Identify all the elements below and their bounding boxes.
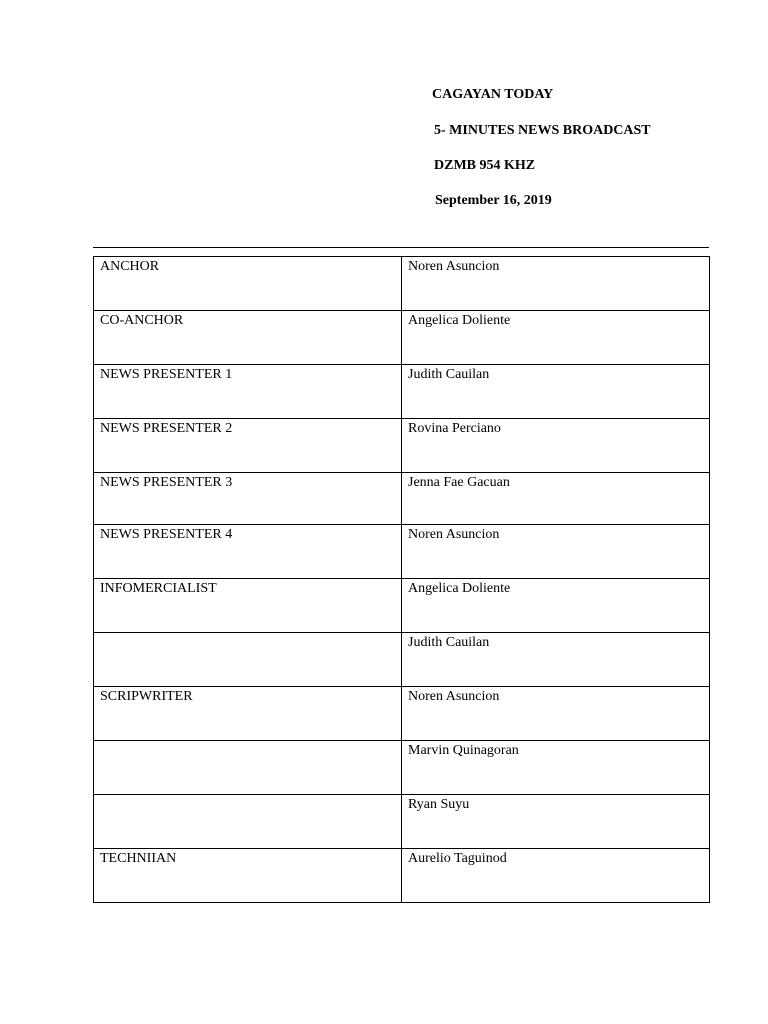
role-cell: NEWS PRESENTER 2: [94, 419, 402, 473]
table-row: [94, 257, 710, 311]
role-cell: NEWS PRESENTER 3: [94, 473, 402, 525]
role-cell: [94, 633, 402, 687]
role-cell: [94, 795, 402, 849]
name-cell: Noren Asuncion: [402, 525, 710, 579]
role-cell: ANCHOR: [94, 257, 402, 311]
name-cell: Rovina Perciano: [402, 419, 710, 473]
name-cell: Ryan Suyu: [402, 795, 710, 849]
role-cell: CO-ANCHOR: [94, 311, 402, 365]
table-row: [94, 311, 710, 365]
table-row: [94, 525, 710, 579]
station-frequency: DZMB 954 KHZ: [434, 158, 536, 173]
document-title: CAGAYAN TODAY: [432, 87, 554, 102]
name-cell: Noren Asuncion: [402, 687, 710, 741]
role-cell: TECHNIIAN: [94, 849, 402, 903]
role-cell: INFOMERCIALIST: [94, 579, 402, 633]
header-divider: [93, 247, 709, 248]
table-row: [94, 419, 710, 473]
name-cell: Angelica Doliente: [402, 579, 710, 633]
name-cell: Noren Asuncion: [402, 257, 710, 311]
roster-table: [93, 256, 710, 903]
broadcast-subtitle: 5- MINUTES NEWS BROADCAST: [434, 123, 651, 138]
role-cell: NEWS PRESENTER 4: [94, 525, 402, 579]
table-row: [94, 473, 710, 525]
role-cell: NEWS PRESENTER 1: [94, 365, 402, 419]
name-cell: Angelica Doliente: [402, 311, 710, 365]
role-cell: SCRIPWRITER: [94, 687, 402, 741]
table-row: [94, 795, 710, 849]
name-cell: Jenna Fae Gacuan: [402, 473, 710, 525]
name-cell: Judith Cauilan: [402, 633, 710, 687]
table-row: [94, 741, 710, 795]
name-cell: Marvin Quinagoran: [402, 741, 710, 795]
broadcast-date: September 16, 2019: [435, 193, 552, 208]
table-row: [94, 687, 710, 741]
name-cell: Aurelio Taguinod: [402, 849, 710, 903]
role-cell: [94, 741, 402, 795]
name-cell: Judith Cauilan: [402, 365, 710, 419]
table-row: [94, 365, 710, 419]
table-row: [94, 849, 710, 903]
table-row: [94, 579, 710, 633]
table-row: [94, 633, 710, 687]
